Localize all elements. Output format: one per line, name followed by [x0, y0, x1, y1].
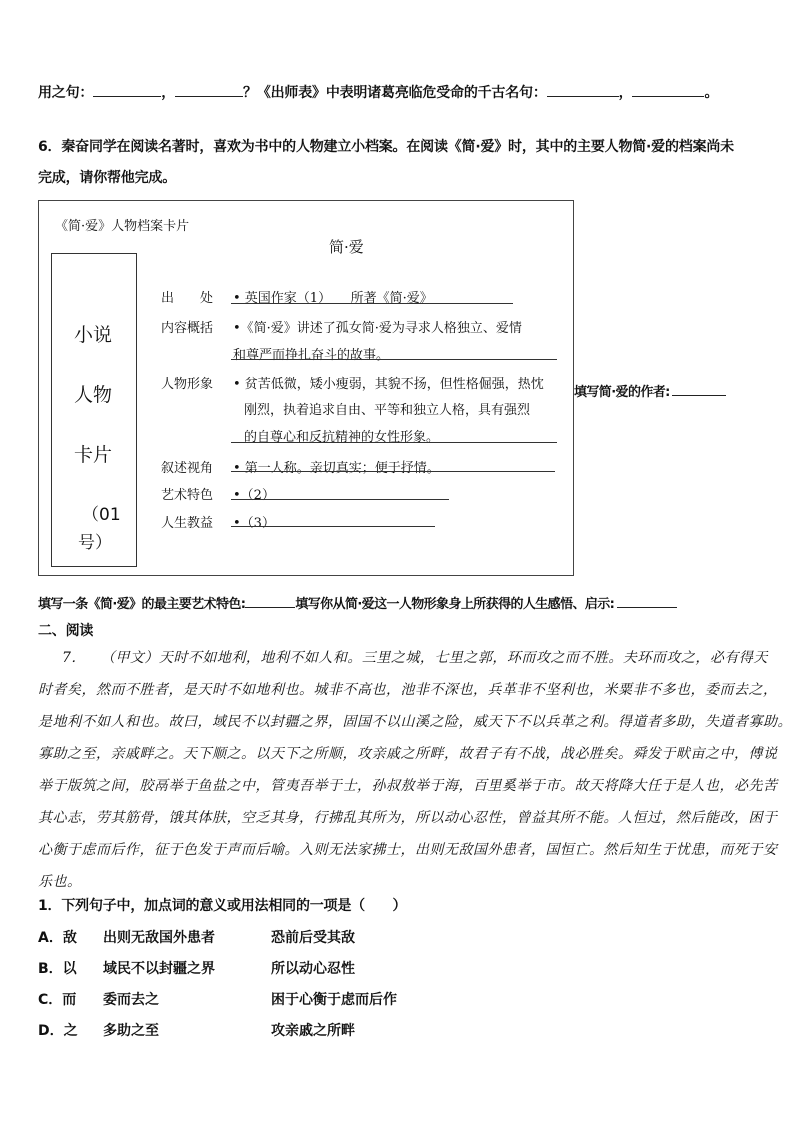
side-label-5: 号）	[78, 533, 112, 553]
row-underline	[231, 526, 435, 527]
option-a-sentence-2: 恐前后受其敌	[271, 930, 355, 946]
q6-line2: 完成，请你帮他完成。	[38, 170, 176, 186]
row-underline	[231, 442, 557, 443]
side-label-4: （01	[82, 505, 121, 525]
row-label-view: 叙述视角	[161, 461, 214, 476]
row-text-source: • 英国作家（1） 所著《简·爱》	[233, 291, 433, 306]
row-label-source: 出 处	[161, 291, 214, 306]
q6-line1: 6．秦奋同学在阅读名著时，喜欢为书中的人物建立小档案。在阅读《简·爱》时，其中的主要人物简·爱的档案尚未	[38, 139, 734, 155]
side-label-3: 卡片	[74, 444, 113, 466]
passage-line: 举于版筑之间，胶鬲举于鱼盐之中，管夷吾举于士，孙叔敖举于海，百里奚举于市。故天将降大任于是人也，必先苦	[38, 778, 778, 794]
option-d-sentence-2: 攻亲戚之所畔	[271, 1023, 355, 1039]
top-line-mid: ？《出师表》中表明诸葛亮临危受命的千古名句：	[243, 85, 547, 101]
section-heading: 二、阅读	[38, 623, 94, 639]
row-text-view: • 第一人称。亲切真实；便于抒情。	[233, 461, 440, 476]
card-side-box	[51, 253, 137, 567]
option-b-sentence-2: 所以动心忍性	[271, 961, 355, 977]
passage-line: 乐也。	[38, 874, 82, 890]
answer-blank[interactable]	[175, 84, 243, 97]
row-text-content-2: 和尊严而挣扎奋斗的故事。	[233, 348, 390, 363]
card-name: 简·爱	[329, 238, 364, 256]
row-label-art: 艺术特色	[161, 488, 214, 503]
option-c-sentence-1: 委而去之	[103, 992, 159, 1008]
row-underline	[231, 471, 555, 472]
answer-blank[interactable]	[547, 84, 619, 97]
passage-line: 时者矣，然而不胜者，是天时不如地利也。城非不高也，池非不深也，兵革非不坚利也，米粟非不多也，委而去之，	[38, 682, 778, 698]
fill-line-part2: 填写你从简·爱这一人物形象身上所获得的人生感悟、启示:	[295, 597, 615, 612]
option-b-sentence-1: 域民不以封疆之界	[103, 961, 215, 977]
answer-blank[interactable]	[632, 84, 704, 97]
top-line-comma2: ，	[618, 85, 633, 101]
side-label-1: 小说	[74, 324, 113, 346]
top-line-end: 。	[704, 85, 719, 101]
row-label-content: 内容概括	[161, 321, 214, 336]
passage-line: 其心志，劳其筋骨，饿其体肤，空乏其身，行拂乱其所为，所以动心忍性，曾益其所不能。人恒过，然后能改，困于	[38, 810, 778, 826]
life-lesson-blank[interactable]	[617, 595, 677, 608]
row-text-life: •（3）	[233, 516, 275, 531]
author-answer-blank[interactable]	[672, 383, 726, 396]
passage-line: 心衡于虑而后作，征于色发于声而后喻。入则无法家拂士，出则无敌国外患者，国恒亡。然后知生于忧患，而死于安	[38, 842, 778, 858]
row-text-content-1: •《简·爱》讲述了孤女简·爱为寻求人格独立、爱情	[233, 321, 522, 336]
option-b-key[interactable]: B．以	[38, 961, 77, 977]
row-underline	[231, 499, 449, 500]
option-d-key[interactable]: D．之	[38, 1023, 78, 1039]
row-text-image-1: • 贫苦低微，矮小瘦弱，其貌不扬，但性格倔强，热忱	[233, 377, 544, 392]
top-line-comma: ，	[161, 85, 176, 101]
side-label-2: 人物	[74, 384, 113, 406]
art-feature-blank[interactable]	[245, 595, 295, 608]
option-c-sentence-2: 困于心衡于虑而后作	[271, 992, 397, 1008]
top-fill-line	[38, 82, 718, 102]
row-text-image-2: 刚烈，执着追求自由、平等和独立人格，具有强烈	[244, 403, 531, 418]
option-d-sentence-1: 多助之至	[103, 1023, 159, 1039]
answer-blank[interactable]	[93, 84, 161, 97]
row-label-image: 人物形象	[161, 377, 214, 392]
card-title: 《简·爱》人物档案卡片	[55, 219, 190, 234]
option-c-key[interactable]: C．而	[38, 992, 77, 1008]
question-stem: 1．下列句子中，加点词的意义或用法相同的一项是（ ）	[38, 898, 407, 914]
option-a-sentence-1: 出则无敌国外患者	[103, 930, 215, 946]
passage-line: 7． （甲文）天时不如地利，地利不如人和。三里之城，七里之郭，环而攻之而不胜。夫环而攻之，必有得天	[62, 650, 768, 666]
row-underline	[231, 359, 557, 360]
author-prompt-text: 填写简·爱的作者:	[574, 385, 670, 400]
passage-line: 寡助之至，亲戚畔之。天下顺之。以天下之所顺，攻亲戚之所畔，故君子有不战，战必胜矣。舜发于畎亩之中，傅说	[38, 746, 778, 762]
option-a-key[interactable]: A．敌	[38, 930, 77, 946]
character-card	[38, 200, 574, 576]
author-prompt	[574, 381, 726, 400]
row-label-life: 人生教益	[161, 516, 214, 531]
row-underline	[231, 303, 513, 304]
top-line-prefix: 用之句：	[38, 85, 94, 101]
fill-line	[38, 593, 677, 612]
fill-line-part1: 填写一条《简·爱》的最主要艺术特色:	[38, 597, 246, 612]
row-text-image-3: 的自尊心和反抗精神的女性形象。	[244, 430, 440, 445]
passage-line: 是地利不如人和也。故曰，域民不以封疆之界，固国不以山溪之险，威天下不以兵革之利。得道者多助，失道者寡助。	[38, 714, 792, 730]
row-text-art: •（2）	[233, 488, 275, 503]
